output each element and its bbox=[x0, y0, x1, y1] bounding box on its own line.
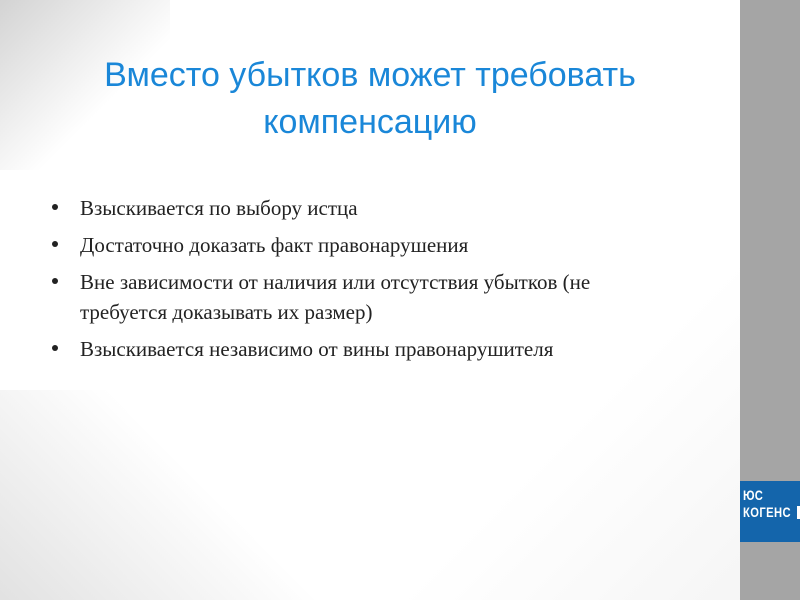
bullet-text: Достаточно доказать факт правонарушения bbox=[80, 233, 469, 257]
bullet-item bbox=[50, 193, 682, 223]
bullet-text: Вне зависимости от наличия или отсутствия убытков (не требуется доказывать их размер) bbox=[80, 270, 591, 324]
bullet-dot-icon bbox=[52, 241, 58, 247]
bullet-text: Взыскивается по выбору истца bbox=[80, 196, 358, 220]
bullet-item bbox=[50, 267, 682, 327]
bullet-item bbox=[50, 334, 682, 364]
logo-text-line2: КОГЕНС bbox=[743, 504, 791, 520]
bullet-dot-icon bbox=[52, 345, 58, 351]
bullet-dot-icon bbox=[52, 204, 58, 210]
bullet-dot-icon bbox=[52, 278, 58, 284]
slide-title: Вместо убытков может требовать компенсацию bbox=[104, 56, 636, 141]
jus-cogens-logo bbox=[740, 481, 800, 542]
bullet-item bbox=[50, 230, 682, 260]
bullet-list bbox=[50, 193, 682, 371]
bullet-text: Взыскивается независимо от вины правонарушителя bbox=[80, 337, 554, 361]
logo-text-line1: ЮС bbox=[743, 487, 764, 503]
right-sidebar-bar bbox=[740, 0, 800, 600]
